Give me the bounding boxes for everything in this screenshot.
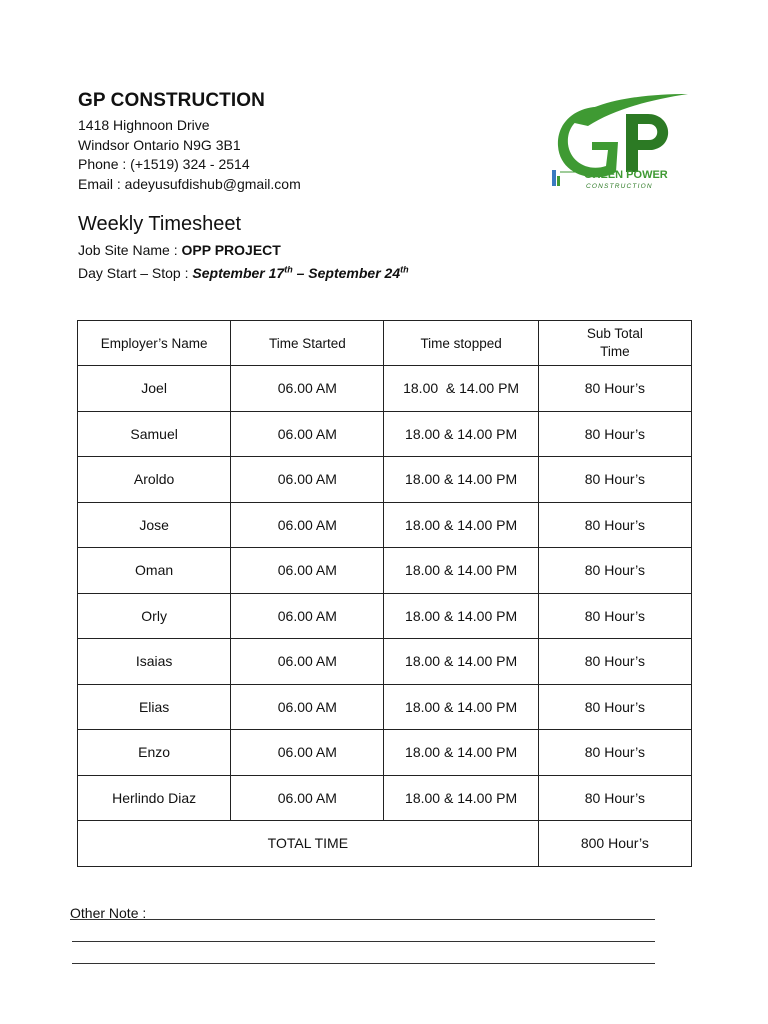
sheet-title: Weekly Timesheet: [78, 213, 242, 235]
time-started: 06.00 AM: [231, 457, 384, 503]
day-separator: –: [292, 265, 309, 281]
table-row: [78, 593, 692, 639]
table-row: [78, 775, 692, 821]
company-address-line1: 1418 Highnoon Drive: [78, 117, 210, 133]
day-end: September 24: [308, 265, 401, 281]
note-line[interactable]: [72, 941, 655, 942]
time-stopped: 18.00 & 14.00 PM: [384, 684, 538, 730]
total-time-label: TOTAL TIME: [78, 821, 539, 867]
header-subtotal: [538, 321, 691, 366]
other-note-label: Other Note :: [70, 905, 147, 921]
note-line[interactable]: [72, 963, 655, 964]
header-employer-name: Employer’s Name: [78, 321, 231, 366]
employee-name: Enzo: [78, 730, 231, 776]
time-started: 06.00 AM: [231, 775, 384, 821]
time-stopped: 18.00 & 14.00 PM: [384, 775, 538, 821]
subtotal-time: 80 Hour’s: [538, 593, 691, 639]
time-stopped: 18.00 & 14.00 PM: [384, 730, 538, 776]
job-site-value: OPP PROJECT: [181, 242, 281, 258]
table-row: [78, 366, 692, 412]
employee-name: Isaias: [78, 639, 231, 685]
company-name: GP CONSTRUCTION: [78, 90, 265, 111]
logo-brand-line1: GREEN POWER: [584, 169, 668, 181]
time-stopped: 18.00 & 14.00 PM: [384, 502, 538, 548]
header-subtotal-line1: Sub Total: [586, 326, 643, 341]
subtotal-time: 80 Hour’s: [538, 366, 691, 412]
employee-name: Aroldo: [78, 457, 231, 503]
company-address-line2: Windsor Ontario N9G 3B1: [78, 136, 241, 153]
subtotal-time: 80 Hour’s: [538, 502, 691, 548]
table-row: [78, 411, 692, 457]
table-row: [78, 684, 692, 730]
employee-name: Herlindo Diaz: [78, 775, 231, 821]
logo-brand-line2: CONSTRUCTION: [586, 183, 653, 190]
company-header: [78, 90, 498, 194]
table-row: [78, 457, 692, 503]
time-started: 06.00 AM: [231, 548, 384, 594]
note-line[interactable]: [70, 919, 655, 920]
timesheet-table: [77, 320, 692, 867]
job-site-label: Job Site Name :: [78, 242, 182, 258]
job-site-line: [78, 241, 281, 260]
time-started: 06.00 AM: [231, 730, 384, 776]
day-end-suffix: th: [400, 264, 409, 275]
total-time-value: 800 Hour’s: [538, 821, 691, 867]
header-time-started: Time Started: [231, 321, 384, 366]
header-time-stopped: Time stopped: [384, 321, 538, 366]
time-started: 06.00 AM: [231, 684, 384, 730]
table-row: [78, 639, 692, 685]
time-stopped: 18.00 & 14.00 PM: [384, 366, 538, 412]
subtotal-time: 80 Hour’s: [538, 411, 691, 457]
table-header-row: [78, 321, 692, 366]
time-stopped: 18.00 & 14.00 PM: [384, 548, 538, 594]
subtotal-time: 80 Hour’s: [538, 684, 691, 730]
time-stopped: 18.00 & 14.00 PM: [384, 639, 538, 685]
employee-name: Orly: [78, 593, 231, 639]
time-started: 06.00 AM: [231, 366, 384, 412]
subtotal-time: 80 Hour’s: [538, 775, 691, 821]
time-stopped: 18.00 & 14.00 PM: [384, 457, 538, 503]
day-start: September 17: [192, 265, 285, 281]
subtotal-time: 80 Hour’s: [538, 639, 691, 685]
table-row: [78, 730, 692, 776]
subtotal-time: 80 Hour’s: [538, 548, 691, 594]
day-range-line: [78, 264, 409, 283]
company-logo: [548, 92, 690, 194]
employee-name: Jose: [78, 502, 231, 548]
employee-name: Joel: [78, 366, 231, 412]
employee-name: Oman: [78, 548, 231, 594]
total-row: [78, 821, 692, 867]
time-started: 06.00 AM: [231, 639, 384, 685]
subtotal-time: 80 Hour’s: [538, 730, 691, 776]
time-stopped: 18.00 & 14.00 PM: [384, 411, 538, 457]
table-row: [78, 548, 692, 594]
day-range-label: Day Start – Stop :: [78, 265, 193, 281]
other-notes-section: [70, 904, 655, 923]
time-stopped: 18.00 & 14.00 PM: [384, 593, 538, 639]
day-start-suffix: th: [284, 264, 293, 275]
company-phone: Phone : (+1519) 324 - 2514: [78, 156, 250, 172]
employee-name: Samuel: [78, 411, 231, 457]
time-started: 06.00 AM: [231, 593, 384, 639]
time-started: 06.00 AM: [231, 411, 384, 457]
subtotal-time: 80 Hour’s: [538, 457, 691, 503]
time-started: 06.00 AM: [231, 502, 384, 548]
table-row: [78, 502, 692, 548]
header-subtotal-line2: Time: [600, 344, 630, 359]
company-email: Email : adeyusufdishub@gmail.com: [78, 175, 301, 192]
employee-name: Elias: [78, 684, 231, 730]
